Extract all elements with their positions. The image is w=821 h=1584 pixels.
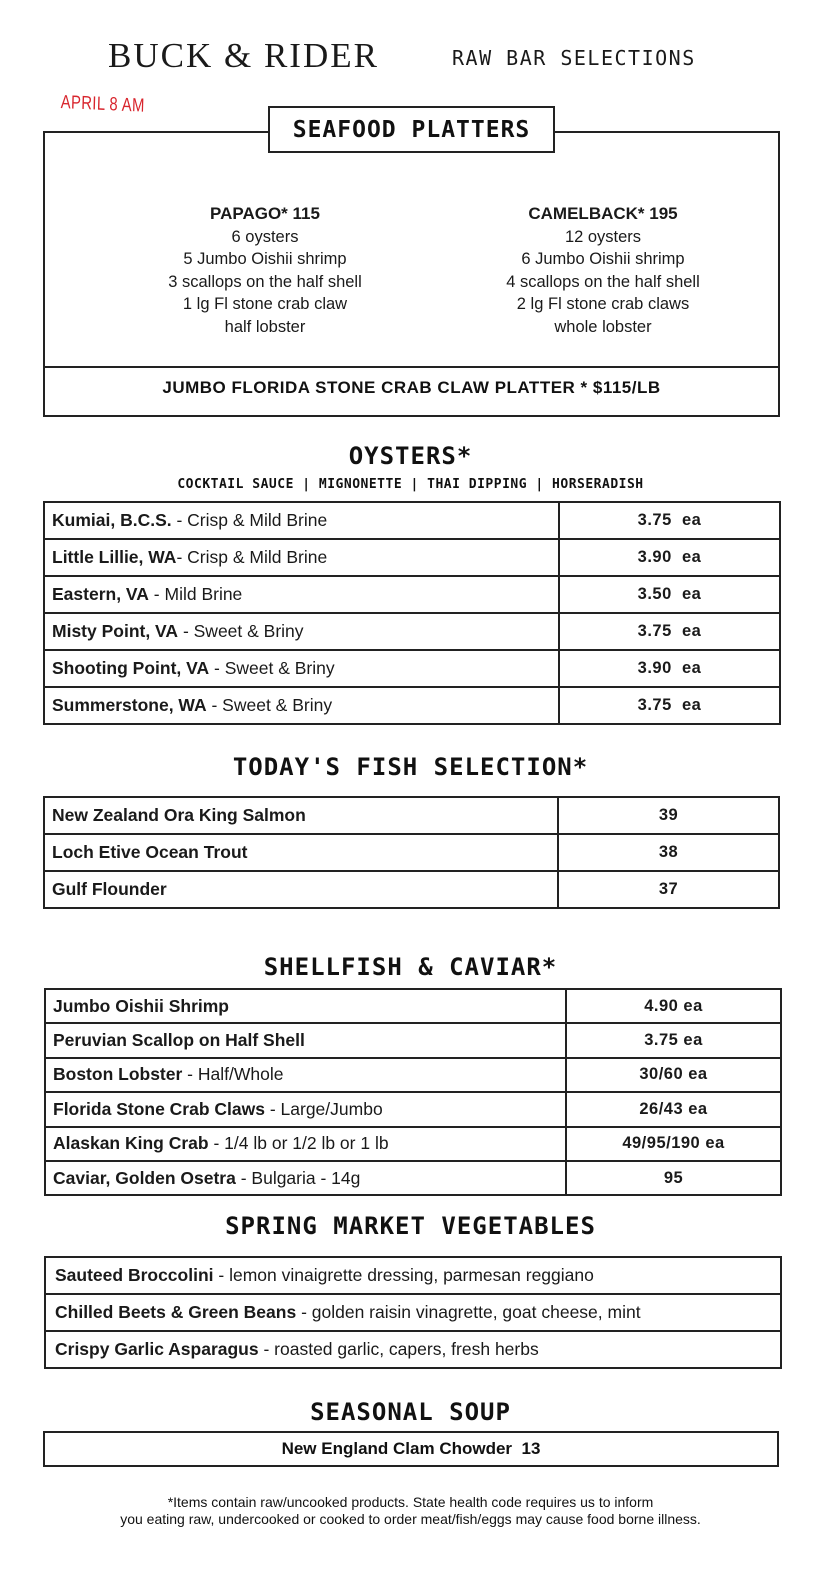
item-price: 3.75 ea [559,687,780,724]
item-desc: - 1/4 lb or 1/2 lb or 1 lb [208,1133,389,1154]
item-name: Peruvian Scallop on Half Shell [53,1030,305,1051]
table-row [44,834,779,871]
shellfish-table [44,988,782,1196]
seafood-platters-box [43,131,780,417]
platter-papago [115,203,415,338]
item-cell [45,1294,781,1331]
item-cell [44,650,559,687]
item-name: Misty Point, VA [52,621,179,641]
platter-name: CAMELBACK* 195 [528,204,678,223]
platter-item: 3 scallops on the half shell [168,272,362,291]
soup-item: New England Clam Chowder 13 [43,1431,779,1467]
item-cell [44,502,559,539]
table-row [44,797,779,834]
item-desc: - Large/Jumbo [264,1098,383,1119]
platter-item: 12 oysters [564,227,642,246]
item-desc: - Half/Whole [182,1064,284,1085]
item-desc: - Sweet & Briny [178,621,304,641]
table-row [44,613,780,650]
claw-platter: JUMBO FLORIDA STONE CRAB CLAW PLATTER * $115/LB [162,378,661,397]
table-row [45,1294,781,1331]
table-row [45,989,781,1023]
item-name: Boston Lobster [53,1064,183,1085]
item-name: Kumiai, B.C.S. [52,510,172,530]
footnote-line-2: you eating raw, undercooked or cooked to order meat/fish/eggs may cause food borne illness. [120,1511,701,1527]
item-name: Alaskan King Crab [53,1133,209,1154]
platter-item: half lobster [224,317,306,336]
oysters-table [43,501,781,725]
item-desc: - roasted garlic, capers, fresh herbs [258,1339,539,1359]
item-name: Loch Etive Ocean Trout [44,834,558,871]
table-row [45,1257,781,1294]
item-desc: - Crisp & Mild Brine [171,510,328,530]
footnote-line-1: *Items contain raw/uncooked products. State health code requires us to inform [167,1494,654,1510]
item-cell [45,1161,566,1195]
platter-item: 6 Jumbo Oishii shrimp [521,250,685,268]
item-desc: - golden raisin vinagrette, goat cheese, mint [296,1302,641,1322]
item-price: 3.90 ea [559,650,780,687]
item-name: Eastern, VA [52,584,149,604]
item-name: Shooting Point, VA [52,658,210,678]
table-row [44,539,780,576]
section-title-soup: SEASONAL SOUP [310,1398,511,1426]
section-title-seafood-platters: SEAFOOD PLATTERS [268,106,555,153]
item-name: Caviar, Golden Osetra [53,1167,236,1188]
item-cell [45,1257,781,1294]
item-price: 3.75 ea [559,502,780,539]
item-desc: - Sweet & Briny [209,658,335,678]
table-row [44,576,780,613]
item-name: Gulf Flounder [44,871,558,908]
table-row [45,1058,781,1092]
section-title-oysters: OYSTERS* [348,442,473,470]
item-name: New Zealand Ora King Salmon [44,797,558,834]
item-name: Sauteed Broccolini [55,1265,214,1285]
item-cell [44,576,559,613]
item-cell [44,613,559,650]
item-cell [45,1331,781,1368]
platter-item: 4 scallops on the half shell [506,272,700,291]
date-stamp: APRIL 8 AM [60,92,146,117]
oyster-sauces: COCKTAIL SAUCE | MIGNONETTE | THAI DIPPING | HORSERADISH [177,477,644,492]
item-cell [45,989,566,1023]
platter-item: 1 lg Fl stone crab claw [182,295,348,313]
platter-name: PAPAGO* 115 [210,204,320,223]
platter-item: 5 Jumbo Oishii shrimp [183,250,347,268]
brand-logo: BUCK & RIDER [108,36,379,75]
item-price: 3.75 ea [559,613,780,650]
table-row [44,502,780,539]
table-row [45,1161,781,1195]
item-desc: - Bulgaria - 14g [235,1167,361,1188]
item-price: 38 [558,834,779,871]
platter-item: 2 lg Fl stone crab claws [516,295,690,313]
item-price: 30/60 ea [566,1058,781,1092]
item-name: Summerstone, WA [52,695,207,715]
table-row [45,1331,781,1368]
item-cell [45,1058,566,1092]
item-desc: - Crisp & Mild Brine [176,547,328,567]
item-price: 49/95/190 ea [566,1127,781,1161]
item-name: Jumbo Oishii Shrimp [53,995,229,1016]
item-cell [44,687,559,724]
table-row [45,1127,781,1161]
item-cell [44,539,559,576]
item-desc: - Mild Brine [148,584,243,604]
item-price: 3.90 ea [559,539,780,576]
item-price: 26/43 ea [566,1092,781,1126]
section-title-vegetables: SPRING MARKET VEGETABLES [225,1212,596,1240]
item-price: 39 [558,797,779,834]
vegetables-table [44,1256,782,1369]
table-row [44,871,779,908]
item-price: 95 [566,1161,781,1195]
item-price: 3.50 ea [559,576,780,613]
table-row [44,650,780,687]
fish-table [43,796,780,909]
section-title-shellfish: SHELLFISH & CAVIAR* [263,953,558,981]
item-price: 3.75 ea [566,1023,781,1057]
table-row [44,687,780,724]
platter-item: 6 oysters [231,227,299,246]
section-title-fish: TODAY'S FISH SELECTION* [232,753,589,781]
item-cell [45,1127,566,1161]
item-cell [45,1023,566,1057]
table-row [45,1023,781,1057]
platter-item: whole lobster [554,317,652,336]
item-desc: - Sweet & Briny [206,695,333,715]
item-cell [45,1092,566,1126]
item-desc: - lemon vinaigrette dressing, parmesan reggiano [213,1265,594,1285]
item-name: Florida Stone Crab Claws [53,1098,265,1119]
table-row [45,1092,781,1126]
item-name: Crispy Garlic Asparagus [55,1339,259,1359]
platter-camelback [453,203,753,338]
item-name: Chilled Beets & Green Beans [55,1302,297,1322]
platter-divider [45,366,778,368]
menu-subtitle: RAW BAR SELECTIONS [452,46,696,70]
item-name: Little Lillie, WA [52,547,177,567]
item-price: 4.90 ea [566,989,781,1023]
item-price: 37 [558,871,779,908]
